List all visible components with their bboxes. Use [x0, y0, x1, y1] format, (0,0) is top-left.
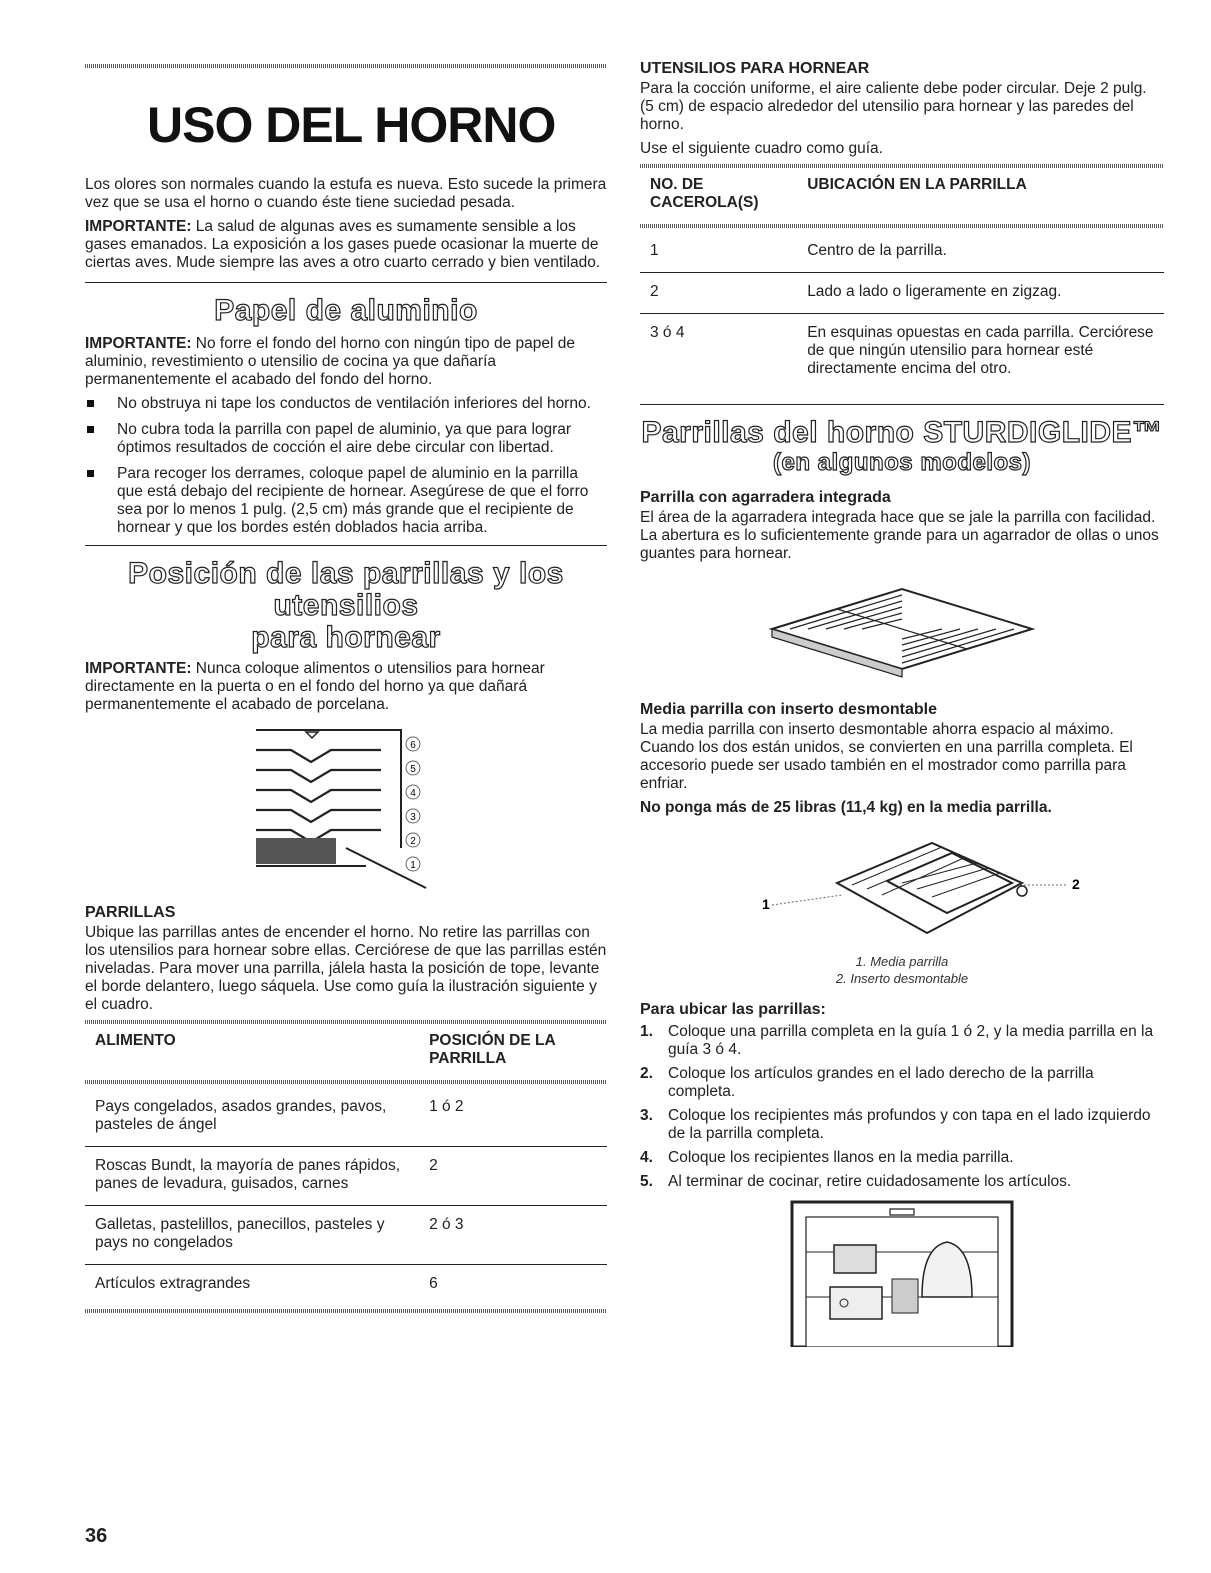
pans-table — [640, 172, 1164, 390]
table-cell: 2 ó 3 — [419, 1206, 607, 1265]
half-rack-heading: Media parrilla con inserto desmontable — [640, 701, 937, 718]
shallow-pan-icon — [830, 1287, 882, 1319]
table-header: UBICACIÓN EN LA PARRILLA — [807, 176, 1027, 193]
list-item — [85, 421, 607, 457]
table-header: NO. DE CACEROLA(S) — [650, 176, 759, 211]
table-row — [85, 1088, 607, 1147]
pans-guide: Use el siguiente cuadro como guía. — [640, 140, 883, 157]
sturdiglide-heading: Parrillas del horno STURDIGLIDE™ — [641, 416, 1163, 449]
rack-number: 3 — [410, 812, 416, 823]
list-item — [85, 465, 607, 537]
half-rack-text: La media parrilla con inserto desmontable ahorra espacio al máximo. Cuando los dos están unidos, se convierten en una parrilla completa. El accesorio puede ser usado también en el mostrador como parrilla para enfriar. — [640, 721, 1133, 792]
grip-heading: Parrilla con agarradera integrada — [640, 489, 891, 506]
table-row — [85, 1147, 607, 1206]
rack-guides — [256, 750, 381, 842]
oven-light-icon — [306, 732, 318, 738]
table-header: ALIMENTO — [95, 1032, 176, 1049]
table-cell: 6 — [429, 1275, 438, 1292]
important-label: IMPORTANTE: — [85, 660, 192, 677]
table-cell: 1 — [640, 232, 797, 273]
pans-heading: UTENSILIOS PARA HORNEAR — [640, 60, 870, 77]
top-divider — [85, 64, 607, 68]
list-item — [640, 1149, 1164, 1167]
bullet-text: No obstruya ni tape los conductos de ventilación inferiores del horno. — [117, 395, 591, 412]
list-item — [640, 1173, 1164, 1191]
bullet-icon — [87, 470, 94, 477]
rack-hook — [1017, 886, 1027, 896]
list-item — [85, 395, 607, 413]
table-cell: Lado a lado o ligeramente en zigzag. — [797, 273, 1164, 314]
table-header: POSICIÓN DE LA PARRILLA — [429, 1032, 556, 1067]
oven-rack-positions-illustration — [236, 720, 456, 890]
table-divider — [85, 1309, 607, 1313]
table-cell: 2 — [419, 1147, 607, 1206]
step-number: 2. — [640, 1065, 653, 1082]
step-number: 3. — [640, 1107, 653, 1124]
rack-guide — [256, 770, 381, 782]
step-text: Coloque los recipientes llanos en la media parrilla. — [668, 1149, 1014, 1166]
table-cell: Pays congelados, asados grandes, pavos, pasteles de ángel — [85, 1088, 419, 1147]
covered-casserole-icon — [834, 1245, 876, 1273]
table-row — [85, 1206, 607, 1265]
step-number: 4. — [640, 1149, 653, 1166]
step-number: 5. — [640, 1173, 653, 1190]
table-row — [640, 273, 1164, 314]
step-number: 1. — [640, 1023, 653, 1040]
racks-heading: PARRILLAS — [85, 904, 176, 921]
section-rule — [85, 545, 607, 546]
bullet-icon — [87, 400, 94, 407]
position-heading-line1: Posición de las parrillas y los utensilios — [128, 557, 564, 622]
page-number: 36 — [85, 1525, 108, 1547]
right-column — [640, 60, 1164, 1347]
table-cell: 1 ó 2 — [419, 1088, 607, 1147]
rack-number: 2 — [410, 836, 416, 847]
important-label: IMPORTANTE: — [85, 335, 192, 352]
intro-important — [85, 218, 607, 272]
bullet-icon — [87, 426, 94, 433]
callout-2: 2 — [1072, 876, 1080, 892]
intro-important-text: La salud de algunas aves es sumamente sensible a los gases emanados. La exposición a los gases puede ocasionar la muerte de ciertas aves. Mude siempre las aves a otro cuarto cerrado y bien ventilado. — [85, 218, 601, 271]
table-divider — [640, 224, 1164, 228]
list-item — [640, 1065, 1164, 1101]
table-divider — [85, 1020, 607, 1024]
rack-grip-illustration — [752, 569, 1052, 689]
grip-text: El área de la agarradera integrada hace que se jale la parrilla con facilidad. La abertura es lo suficientemente grande para un agarrador de ollas o unos guantes para hornear. — [640, 509, 1159, 562]
figure-caption-1: 1. Media parrilla — [855, 954, 949, 969]
figure-caption-2: 2. Inserto desmontable — [835, 971, 969, 986]
step-text: Al terminar de cocinar, retire cuidadosamente los artículos. — [668, 1173, 1072, 1190]
rack-number: 5 — [410, 764, 416, 775]
position-important-text: Nunca coloque alimentos o utensilios para hornear directamente en la puerta o en el fondo del horno ya que dañará permanentemente el acabado de porcelana. — [85, 660, 545, 713]
foil-important-text: No forre el fondo del horno con ningún tipo de papel de aluminio, revestimiento o utensilio de cocina ya que dañaría permanentemente el acabado del fondo del horno. — [85, 335, 575, 388]
list-item — [640, 1107, 1164, 1143]
rack-number: 4 — [410, 788, 416, 799]
list-item — [640, 1023, 1164, 1059]
foil-heading: Papel de aluminio — [214, 294, 478, 327]
bullet-text: Para recoger los derrames, coloque papel de aluminio en la parrilla que está debajo del recipiente de hornear. Asegúrese de que el forro sea por lo menos 1 pulg. (2,5 cm) más grande que el recipiente de hornear y que los bordes estén doblados hacia arriba. — [117, 465, 589, 536]
rack-guide — [256, 810, 381, 822]
roasting-rack-icon — [892, 1279, 918, 1313]
important-label: IMPORTANTE: — [85, 218, 192, 235]
foil-important — [85, 335, 607, 389]
oven-interior-illustration — [782, 1197, 1022, 1347]
bullet-text: No cubra toda la parrilla con papel de aluminio, ya que para lograr óptimos resultados de cocción el aire debe circular con libertad. — [117, 421, 572, 456]
table-row — [640, 232, 1164, 273]
racks-text: Ubique las parrillas antes de encender el horno. No retire las parrillas con los utensilios para hornear sobre ellas. Cerciórese de que las parrillas estén niveladas. Para mover una parrilla, jálela hasta la posición de tope, levante el borde delantero, luego sáquela. Use como guía la ilustración siguiente y el cuadro. — [85, 924, 607, 1013]
step-text: Coloque una parrilla completa en la guía 1 ó 2, y la media parrilla en la guía 3 ó 4. — [668, 1023, 1154, 1058]
pans-text: Para la cocción uniforme, el aire caliente debe poder circular. Deje 2 pulg. (5 cm) de espacio alrededor del utensilio para hornear y las paredes del horno. — [640, 80, 1147, 133]
table-cell: 3 ó 4 — [650, 324, 685, 341]
weight-warning: No ponga más de 25 libras (11,4 kg) en la media parrilla. — [640, 799, 1052, 816]
table-cell: Roscas Bundt, la mayoría de panes rápidos, panes de levadura, guisados, carnes — [85, 1147, 419, 1206]
step-text: Coloque los recipientes más profundos y con tapa en el lado izquierdo de la parrilla completa. — [668, 1107, 1151, 1142]
left-column — [85, 60, 607, 1317]
position-heading-line2: para hornear — [251, 621, 441, 654]
half-rack-illustration — [692, 823, 1112, 953]
page-title: USO DEL HORNO — [147, 97, 556, 153]
step-text: Coloque los artículos grandes en el lado derecho de la parrilla completa. — [668, 1065, 1094, 1100]
rack-guide — [256, 790, 381, 802]
table-cell: En esquinas opuestas en cada parrilla. Cerciórese de que ningún utensilio para hornear esté directamente encima del otro. — [807, 324, 1154, 377]
rack-guide — [256, 750, 381, 762]
section-rule — [640, 404, 1164, 405]
table-cell: Galletas, pastelillos, panecillos, pasteles y pays no congelados — [85, 1206, 419, 1265]
rack-number: 6 — [410, 740, 416, 751]
foil-bullet-list — [85, 395, 607, 537]
intro-text: Los olores son normales cuando la estufa es nueva. Esto sucede la primera vez que se usa el horno o cuando éste tiene suciedad pesada. — [85, 176, 607, 211]
food-rack-table — [85, 1028, 607, 1305]
table-cell: Centro de la parrilla. — [797, 232, 1164, 273]
table-divider — [640, 164, 1164, 168]
table-cell: Artículos extragrandes — [95, 1275, 251, 1292]
sturdiglide-subheading: (en algunos modelos) — [772, 449, 1031, 476]
position-important — [85, 660, 607, 714]
rack-number: 1 — [410, 860, 416, 871]
callout-line — [772, 895, 842, 905]
oven-bottom-element — [256, 838, 336, 864]
steps-heading: Para ubicar las parrillas: — [640, 1001, 826, 1018]
table-row — [640, 314, 1164, 391]
table-cell: 2 — [640, 273, 797, 314]
callout-1: 1 — [762, 896, 770, 912]
table-divider — [85, 1080, 607, 1084]
steps-list — [640, 1023, 1164, 1191]
section-rule — [85, 282, 607, 283]
table-row — [85, 1265, 607, 1306]
